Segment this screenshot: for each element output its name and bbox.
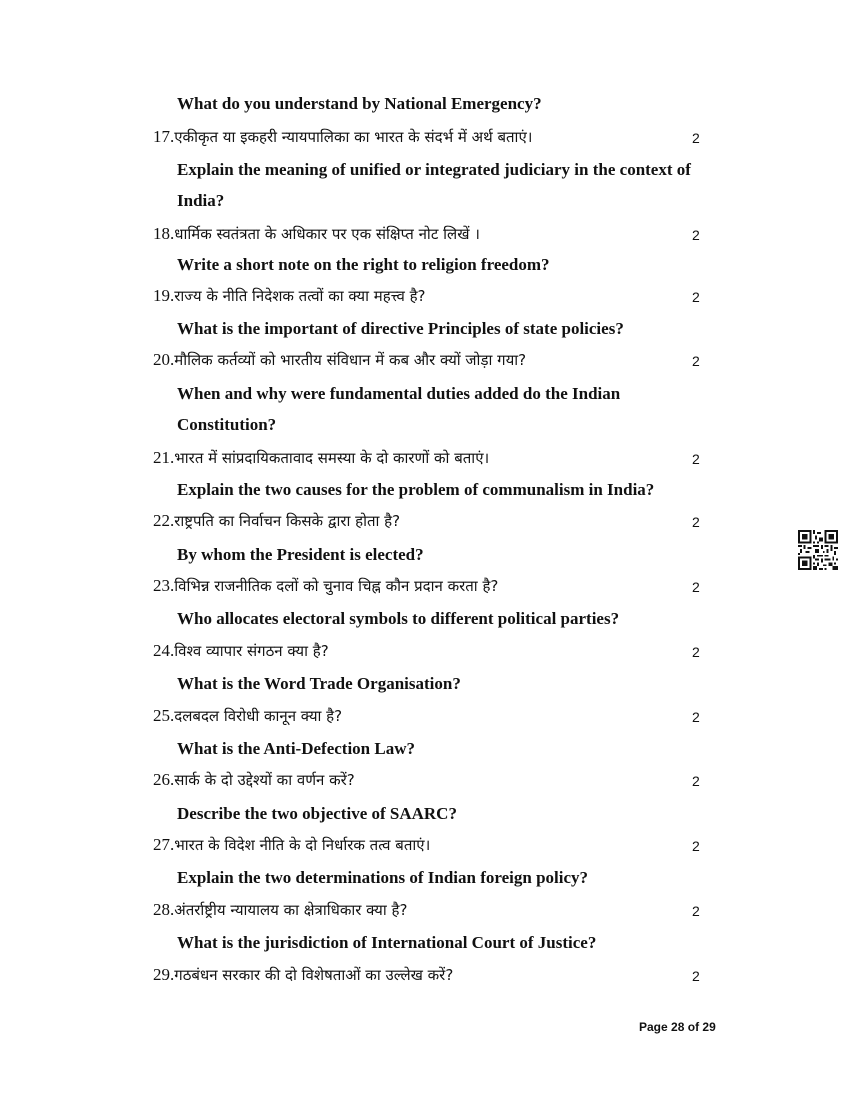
question-24-english: What is the Word Trade Organisation?: [177, 674, 461, 693]
question-17-marks: 2: [692, 130, 700, 146]
question-number: 22.: [153, 511, 175, 530]
question-24-hindi: [153, 641, 329, 661]
question-19-english: What is the important of directive Principles of state policies?: [177, 319, 624, 338]
question-number: 19.: [153, 286, 175, 305]
question-29-hindi: [153, 965, 453, 985]
question-text-hindi: धार्मिक स्वतंत्रता के अधिकार पर एक संक्षिप्त नोट लिखें ।: [174, 225, 480, 243]
question-23-hindi: [153, 576, 498, 596]
question-number: 29.: [153, 965, 175, 984]
question-number: 23.: [153, 576, 175, 595]
question-23-english: Who allocates electoral symbols to different political parties?: [177, 609, 620, 628]
question-16-english: What do you understand by National Emergency?: [177, 94, 542, 113]
question-text-hindi: भारत के विदेश नीति के दो निर्धारक तत्व बताएं।: [174, 836, 431, 854]
question-22-hindi: [153, 511, 400, 531]
question-number: 18.: [153, 224, 175, 243]
question-number: 27.: [153, 835, 175, 854]
question-18-hindi: [153, 224, 480, 244]
question-text-hindi: एकीकृत या इकहरी न्यायपालिका का भारत के संदर्भ में अर्थ बताएं।: [174, 128, 533, 146]
question-17-hindi: [153, 127, 532, 147]
question-28-marks: 2: [692, 903, 700, 919]
page-total: 29: [702, 1020, 716, 1034]
question-20-english-line-1: When and why were fundamental duties added do the Indian: [177, 384, 621, 403]
question-19-hindi: [153, 286, 426, 306]
question-27-english: Explain the two determinations of Indian foreign policy?: [177, 868, 589, 887]
question-18-marks: 2: [692, 227, 700, 243]
question-17-english-line-1: Explain the meaning of unified or integrated judiciary in the context of: [177, 160, 691, 179]
question-28-hindi: [153, 900, 407, 920]
question-20-marks: 2: [692, 353, 700, 369]
question-number: 17.: [153, 127, 175, 146]
question-25-english: What is the Anti-Defection Law?: [177, 739, 415, 758]
question-text-hindi: राष्ट्रपति का निर्वाचन किसके द्वारा होता है?: [174, 512, 401, 530]
question-21-english: Explain the two causes for the problem of communalism in India?: [177, 480, 655, 499]
qr-code-icon: [798, 530, 838, 570]
question-number: 28.: [153, 900, 175, 919]
question-number: 21.: [153, 448, 175, 467]
page-label: Page: [639, 1020, 668, 1034]
question-20-english-line-2: Constitution?: [177, 415, 277, 434]
question-text-hindi: मौलिक कर्तव्यों को भारतीय संविधान में कब और क्यों जोड़ा गया?: [174, 351, 527, 369]
question-27-marks: 2: [692, 838, 700, 854]
question-25-hindi: [153, 706, 342, 726]
question-21-hindi: [153, 448, 489, 468]
question-25-marks: 2: [692, 709, 700, 725]
question-number: 25.: [153, 706, 175, 725]
question-20-hindi: [153, 350, 526, 370]
question-21-marks: 2: [692, 451, 700, 467]
question-text-hindi: गठबंधन सरकार की दो विशेषताओं का उल्लेख करें?: [174, 966, 454, 984]
question-number: 24.: [153, 641, 175, 660]
question-text-hindi: दलबदल विरोधी कानून क्या है?: [174, 707, 343, 725]
question-text-hindi: अंतर्राष्ट्रीय न्यायालय का क्षेत्राधिकार क्या है?: [174, 901, 408, 919]
question-27-hindi: [153, 835, 430, 855]
question-19-marks: 2: [692, 289, 700, 305]
question-text-hindi: भारत में सांप्रदायिकतावाद समस्या के दो कारणों को बताएं।: [174, 449, 490, 467]
question-26-marks: 2: [692, 773, 700, 789]
question-text-hindi: सार्क के दो उद्देश्यों का वर्णन करें?: [174, 771, 355, 789]
question-23-marks: 2: [692, 579, 700, 595]
question-22-marks: 2: [692, 514, 700, 530]
page-current: 28: [671, 1020, 685, 1034]
question-text-hindi: राज्य के नीति निदेशक तत्वों का क्या महत्त्व है?: [174, 287, 426, 305]
question-24-marks: 2: [692, 644, 700, 660]
page-footer: [639, 1020, 716, 1034]
question-29-marks: 2: [692, 968, 700, 984]
page-of: of: [687, 1020, 700, 1034]
question-17-english-line-2: India?: [177, 191, 225, 210]
question-22-english: By whom the President is elected?: [177, 545, 424, 564]
question-28-english: What is the jurisdiction of International Court of Justice?: [177, 933, 597, 952]
question-text-hindi: विश्व व्यापार संगठन क्या है?: [174, 642, 329, 660]
question-18-english: Write a short note on the right to religion freedom?: [177, 255, 550, 274]
question-text-hindi: विभिन्न राजनीतिक दलों को चुनाव चिह्न कौन प्रदान करता है?: [174, 577, 499, 595]
question-number: 20.: [153, 350, 175, 369]
question-number: 26.: [153, 770, 175, 789]
question-26-hindi: [153, 770, 355, 790]
question-26-english: Describe the two objective of SAARC?: [177, 804, 457, 823]
